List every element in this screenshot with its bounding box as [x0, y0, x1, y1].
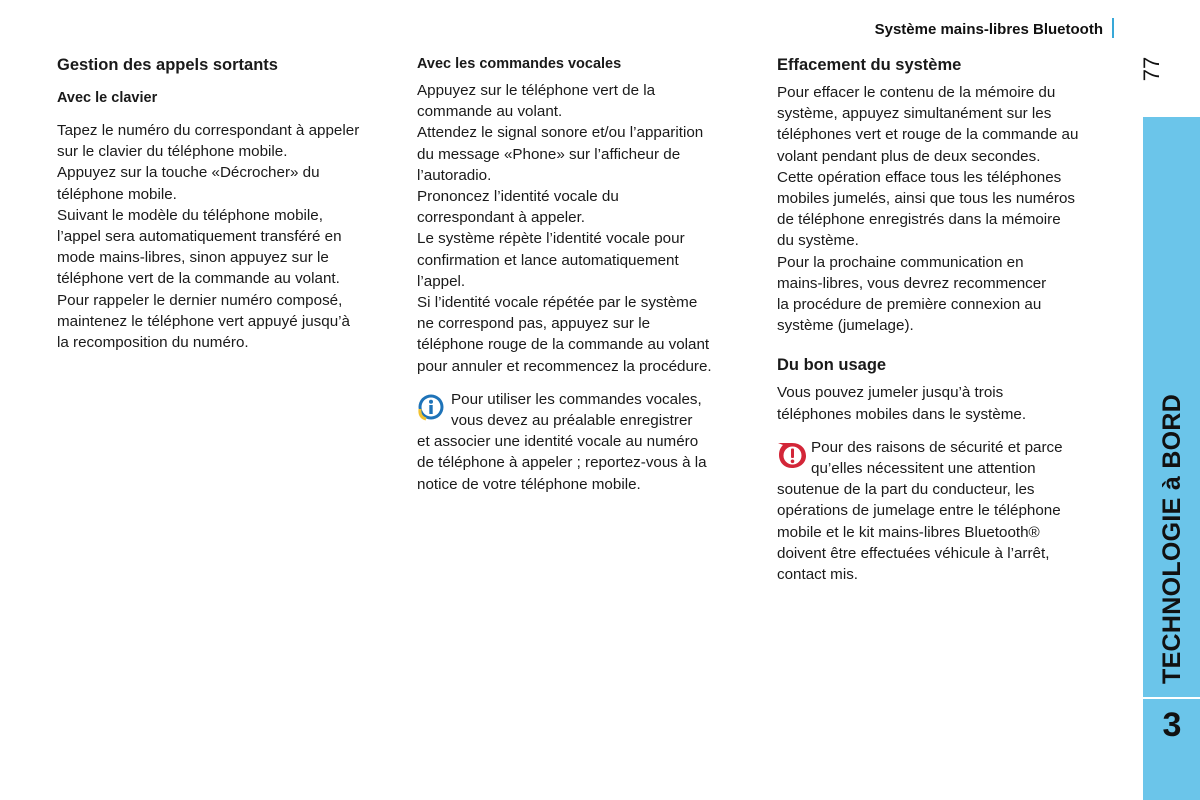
text-line: l’appel. [417, 272, 466, 290]
warning-note [777, 437, 1122, 585]
text-line: et associer une identité vocale au numéro [417, 433, 699, 451]
heading-system-reset: Effacement du système [777, 56, 962, 74]
text-line: système, appuyez simultanément sur les [777, 105, 1052, 123]
text-line: Cette opération efface tous les téléphones [777, 168, 1062, 186]
text-line: confirmation et lance automatiquement [417, 251, 679, 269]
text-line: Vous pouvez jumeler jusqu’à trois [777, 384, 1004, 402]
text-line: contact mis. [777, 566, 859, 584]
system-reset-paragraph [777, 82, 1122, 336]
text-line: soutenue de la part du conducteur, les [777, 481, 1035, 499]
text-line: téléphone mobile. [57, 185, 177, 203]
text-line: téléphones vert et rouge de la commande au [777, 126, 1079, 144]
page-number: 77 [1139, 56, 1164, 82]
column-outgoing-calls [57, 54, 402, 353]
text-line: Pour la prochaine communication en [777, 253, 1024, 271]
text-line: doivent être effectuées véhicule à l’arrêt, [777, 544, 1050, 562]
text-line: du message «Phone» sur l’afficheur de [417, 145, 681, 163]
heading-good-usage: Du bon usage [777, 356, 887, 375]
info-icon [417, 393, 445, 421]
text-line: mobiles jumelés, ainsi que tous les numéros [777, 190, 1075, 208]
text-line: téléphones mobiles dans le système. [777, 405, 1027, 423]
text-line: la recomposition du numéro. [57, 334, 249, 352]
text-line: mode mains-libres, sinon appuyez sur le [57, 249, 329, 267]
info-note [417, 389, 757, 495]
chapter-title: TECHNOLOGIE à BORD [1158, 393, 1186, 684]
chapter-number: 3 [1162, 706, 1182, 744]
text-line: Si l’identité vocale répétée par le système [417, 294, 698, 312]
text-line: qu’elles nécessitent une attention [811, 460, 1036, 478]
text-line: pour annuler et recommencez la procédure. [417, 357, 712, 375]
subheading-keypad: Avec le clavier [57, 90, 158, 106]
text-line: de téléphone à appeler ; reportez-vous à la [417, 454, 707, 472]
text-line: l’autoradio. [417, 166, 492, 184]
text-line: Suivant le modèle du téléphone mobile, [57, 206, 323, 224]
text-line: correspondant à appeler. [417, 209, 586, 227]
text-line: Appuyez sur la touche «Décrocher» du [57, 164, 320, 182]
text-line: téléphone vert de la commande au volant. [57, 270, 340, 288]
text-line: Tapez le numéro du correspondant à appeler [57, 122, 360, 139]
text-line: Le système répète l’identité vocale pour [417, 230, 685, 248]
text-line: du système. [777, 232, 859, 250]
text-line: sur le clavier du téléphone mobile. [57, 143, 288, 161]
text-line: de téléphone enregistrés dans la mémoire [777, 211, 1061, 229]
text-line: notice de votre téléphone mobile. [417, 475, 641, 493]
heading-outgoing-calls: Gestion des appels sortants [57, 56, 278, 74]
column-system-reset [777, 54, 1122, 585]
text-line: système (jumelage). [777, 317, 914, 335]
section-header: Système mains-libres Bluetooth [874, 21, 1103, 38]
text-line: vous devez au préalable enregistrer [451, 412, 693, 430]
text-line: maintenez le téléphone vert appuyé jusqu’à [57, 312, 350, 330]
good-usage-paragraph [777, 382, 1122, 424]
text-line: Pour rappeler le dernier numéro composé, [57, 291, 343, 309]
text-line: mains-libres, vous devrez recommencer [777, 274, 1047, 292]
text-line: Appuyez sur le téléphone vert de la [417, 82, 656, 99]
text-line: Pour utiliser les commandes vocales, [451, 390, 702, 408]
chapter-rule [1143, 697, 1200, 699]
subheading-voice-commands: Avec les commandes vocales [417, 56, 622, 72]
text-line: Attendez le signal sonore et/ou l’apparition [417, 124, 704, 142]
text-line: commande au volant. [417, 103, 563, 121]
text-line: la procédure de première connexion au [777, 296, 1042, 314]
text-line: mobile et le kit mains-libres Bluetooth® [777, 523, 1040, 541]
text-line: téléphone rouge de la commande au volant [417, 336, 710, 354]
voice-commands-paragraph [417, 80, 757, 377]
text-line: opérations de jumelage entre le téléphone [777, 502, 1061, 520]
text-line: l’appel sera automatiquement transféré en [57, 228, 342, 246]
warning-icon [777, 441, 805, 469]
text-line: Pour effacer le contenu de la mémoire du [777, 84, 1056, 101]
text-line: ne correspond pas, appuyez sur le [417, 315, 651, 333]
text-line: Prononcez l’identité vocale du [417, 188, 619, 206]
header-rule [1112, 18, 1114, 38]
text-line: Pour des raisons de sécurité et parce [811, 438, 1063, 456]
text-line: volant pendant plus de deux secondes. [777, 147, 1041, 165]
keypad-paragraph [57, 120, 402, 353]
column-voice-commands [417, 54, 757, 495]
